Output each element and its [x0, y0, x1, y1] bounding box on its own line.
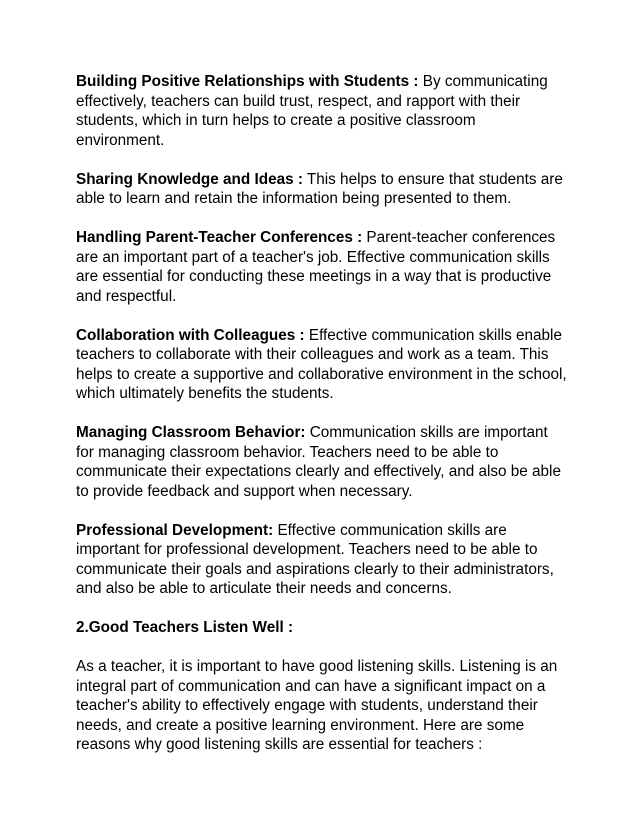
paragraph-professional-development — [76, 521, 568, 599]
paragraph-heading: Building Positive Relationships with Students : — [76, 73, 419, 90]
paragraph-text: Parent-teacher conferences are an important part of a teacher's job. Effective communication skills are essential for conducting these meetings in a way that is productive and respectful. — [76, 229, 556, 305]
paragraph-heading: Collaboration with Colleagues : — [76, 326, 305, 344]
paragraph-building-relationships — [76, 72, 568, 150]
intro-paragraph: As a teacher, it is important to have good listening skills. Listening is an integral part of communication and can have a significant impact on a teacher's ability to effectively engage with students, understand their needs, and create a positive learning environment. Here are some reasons why good listening skills are essential for teachers : — [76, 658, 558, 753]
paragraph-text: Communication skills are important for managing classroom behavior. Teachers need to be able to communicate their expectations clearly and effectively, and also be able to provide feedback and support when necessary. — [76, 424, 561, 500]
paragraph-text: This helps to ensure that students are able to learn and retain the information being presented to them. — [76, 170, 563, 207]
paragraph-sharing-knowledge — [76, 170, 568, 209]
paragraph-text: By communicating effectively, teachers can build trust, respect, and rapport with their students, which in turn helps to create a positive classroom environment. — [76, 73, 548, 149]
paragraph-text: Effective communication skills enable teachers to collaborate with their colleagues and work as a team. This helps to create a supportive and collaborative environment in the school, which ultimately benefits the students. — [76, 326, 567, 402]
paragraph-text: Effective communication skills are important for professional development. Teachers need to be able to communicate their goals and aspirations clearly to their administrators, and also be able to articulate their needs and concerns. — [76, 521, 554, 597]
paragraph-heading: Sharing Knowledge and Ideas : — [76, 170, 303, 188]
paragraph-parent-teacher-conferences — [76, 228, 568, 306]
paragraph-classroom-behavior — [76, 423, 568, 501]
paragraph-collaboration — [76, 326, 568, 404]
paragraph-heading: Managing Classroom Behavior: — [76, 424, 306, 441]
document-body — [76, 72, 568, 774]
paragraph-heading: Professional Development: — [76, 521, 274, 539]
paragraph-heading: Handling Parent-Teacher Conferences : — [76, 229, 363, 246]
section-heading: 2.Good Teachers Listen Well : — [76, 619, 294, 636]
